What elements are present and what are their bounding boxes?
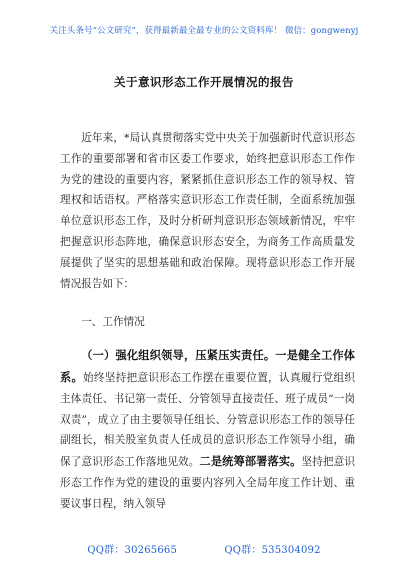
bottom-qq-banner [0,541,408,556]
paragraph-text-continued: 坚持把意识形态工作作为党的建设的重要内容列入全局年度工作计划、重要议事日程，纳入领导 [60,456,355,510]
document-title: 关于意识形态工作开展情况的报告 [114,75,294,89]
intro-paragraph: 近年来，*局认真贯彻落实党中央关于加强新时代意识形态工作的重要部署和省市区委工作要求，始终把意识形态工作作为党的建设的重要内容，紧紧抓住意识形态工作的领导权、管理权和话语权。严格落实意识形态工作责任制，全面系统加强单位意识形态工作，及时分析研判意识形态领域新情况，牢牢把握意识形态阵地，确保意识形态安全，为商务工作高质量发展提供了坚实的思想基础和政治保障。现将意识形态工作开展情况报告如下： [60,132,355,290]
document-body [60,128,355,515]
top-promo-banner: 关注头条号“公文研究”，获得最新最全最专业的公文资料库！ 微信：gongwenyj [49,26,359,36]
paragraph-subpoint-bold: 二是统筹部署落实。 [199,454,302,469]
paragraph-organization-leadership [60,345,355,514]
qq-group-1: QQ群：30265665 [87,545,178,556]
qq-group-2: QQ群：535304092 [224,545,321,556]
paragraph-text: 始终坚持把意识形态工作摆在重要位置，认真履行党组织主体责任、书记第一责任、分管领导直接责任、班子成员“一岗双责”，成立了由主要领导任组长、分管意识形态工作的领导任副组长，相关股室负责人任成员的意识形态工作领导小组，确保了意识形态工作落地见效。 [60,371,355,469]
section-heading-work-status: 一、工作情况 [81,316,145,329]
paragraph-lead-bold: （一）强化组织领导，压紧压实责任。一是健全工作体系。 [60,348,355,384]
